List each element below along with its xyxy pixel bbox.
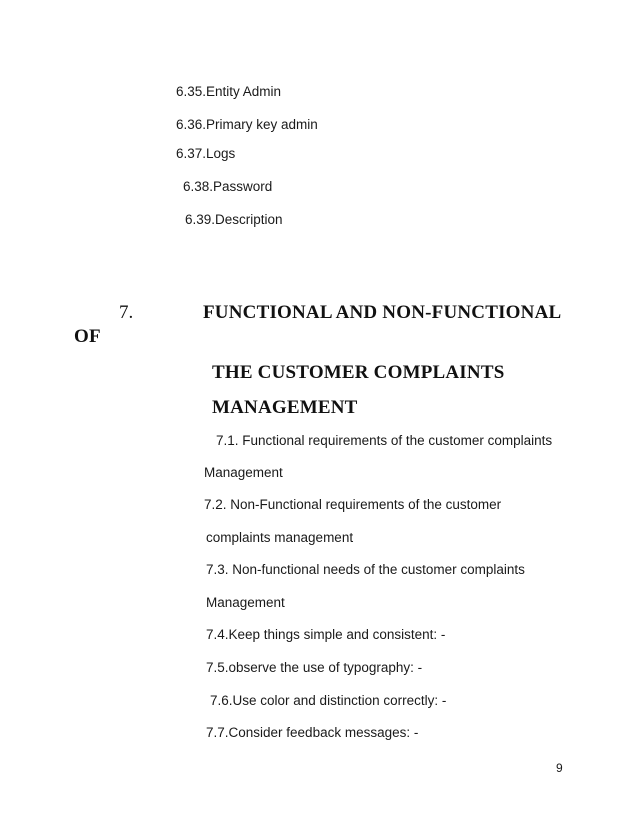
toc-item-7-4: 7.4.Keep things simple and consistent: - <box>206 627 446 642</box>
toc-item-6-39: 6.39.Description <box>185 212 283 227</box>
section-heading-of: OF <box>74 326 101 347</box>
section-number: 7. <box>119 302 134 323</box>
section-heading-line-2: THE CUSTOMER COMPLAINTS <box>212 362 505 383</box>
section-heading-line-3: MANAGEMENT <box>212 397 358 418</box>
toc-item-7-2: 7.2. Non-Functional requirements of the customer <box>204 497 502 512</box>
toc-item-7-3-continued: Management <box>206 595 285 610</box>
toc-item-7-1: 7.1. Functional requirements of the customer complaints <box>216 433 553 448</box>
page-number: 9 <box>556 761 563 775</box>
toc-item-7-2-continued: complaints management <box>206 530 354 545</box>
toc-item-7-7: 7.7.Consider feedback messages: - <box>206 725 419 740</box>
toc-item-7-5: 7.5.observe the use of typography: - <box>206 660 423 675</box>
toc-item-6-37: 6.37.Logs <box>176 146 236 161</box>
toc-item-7-1-continued: Management <box>204 465 283 480</box>
toc-item-6-35: 6.35.Entity Admin <box>176 84 282 99</box>
toc-item-6-36: 6.36.Primary key admin <box>176 117 318 132</box>
toc-item-6-38: 6.38.Password <box>183 179 273 194</box>
section-heading-line-1: FUNCTIONAL AND NON-FUNCTIONAL <box>203 302 562 323</box>
toc-item-7-6: 7.6.Use color and distinction correctly: - <box>210 693 447 708</box>
toc-item-7-3: 7.3. Non-functional needs of the customer complaints <box>206 562 525 577</box>
